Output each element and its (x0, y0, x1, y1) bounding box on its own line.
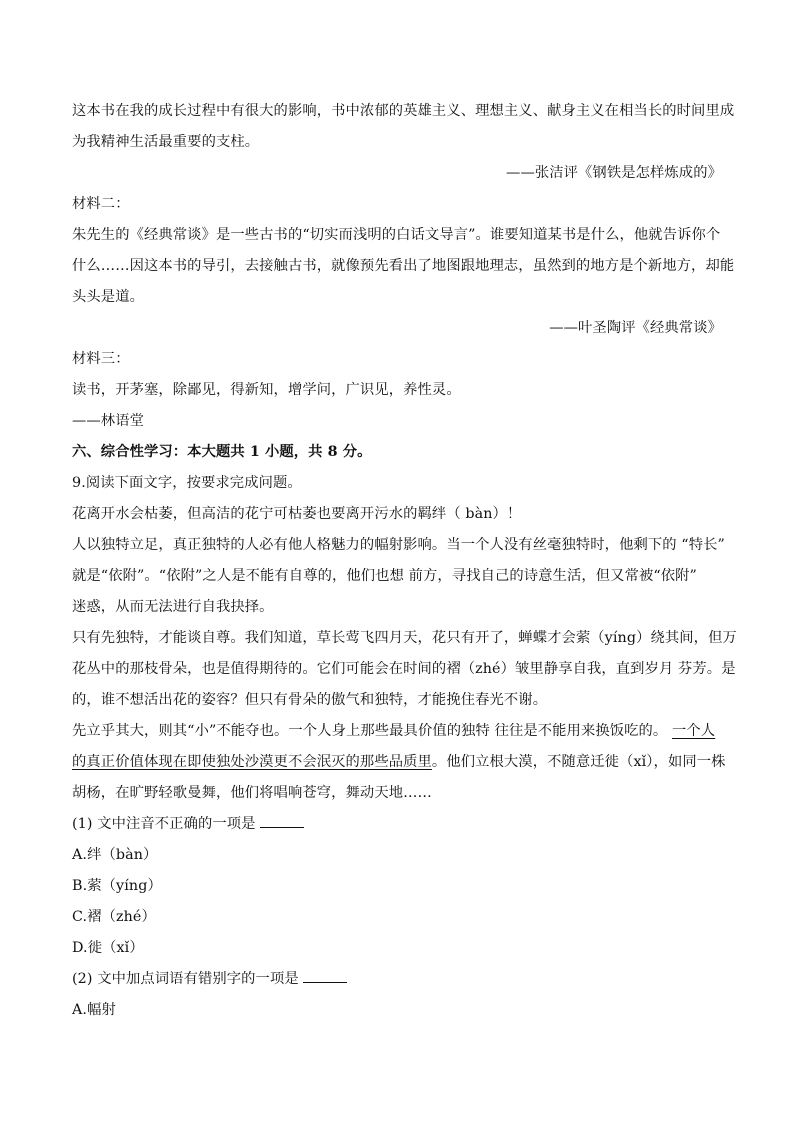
option-a: A.绊（bàn） (72, 847, 158, 863)
answer-blank (303, 970, 347, 983)
option-c: C.褶（zhé） (72, 909, 156, 925)
q9-paragraph3-line3: 的，谁不想活出花的姿容？但只有骨朵的傲气和独特，才能挽住春光不谢。 (72, 692, 548, 708)
underlined-sentence-part1: 一个人 (671, 723, 716, 739)
material1-attribution: ——张洁评《钢铁是怎样炼成的》 (506, 165, 722, 181)
material2-attribution: ——叶圣陶评《经典常谈》 (549, 320, 722, 336)
sub-question-2 (72, 964, 722, 995)
q9-paragraph1: 花离开水会枯萎，但高洁的花宁可枯萎也要离开污水的羁绊（ bàn）！ (72, 506, 522, 522)
sub-question-1-text: (1) 文中注音不正确的一项是 (72, 816, 256, 832)
q9-paragraph3-line2: 花丛中的那枝骨朵，也是值得期待的。它们可能会在时间的褶（zhé）皱里静享自我，直到岁月 芬芳。是 (72, 661, 736, 677)
q9-paragraph4-line2 (72, 747, 726, 778)
q9-paragraph4-line1-text: 先立乎其大，则其“小”不能夺也。一个人身上那些最具价值的独特 往往是不能用来换饭吃的。 (72, 723, 672, 739)
material2-heading: 材料二： (72, 196, 130, 212)
material3-attribution: ——林语堂 (72, 413, 144, 429)
q9-paragraph2-line2: 就是“依附”。“依附”之人是不能有自尊的，他们也想 前方，寻找自己的诗意生活，但又常被“依附” (72, 568, 697, 584)
q9-paragraph4-line1 (72, 716, 722, 747)
material2-line3: 头头是道。 (72, 289, 144, 305)
material1-line1: 这本书在我的成长过程中有很大的影响，书中浓郁的英雄主义、理想主义、献身主义在相当长的时间里成 (72, 103, 735, 119)
underlined-sentence-part2: 的真正价值体现在即使独处沙漠更不会泯灭的那些品质里 (72, 754, 432, 770)
section6-heading: 六、综合性学习：本大题共 1 小题，共 8 分。 (72, 444, 372, 460)
option-b: B.萦（yíng） (72, 878, 162, 894)
sub2-option-a: A.幅射 (72, 1002, 116, 1018)
material2-line2: 什么……因这本书的导引，去接触古书，就像预先看出了地图跟地理志，虽然到的地方是个新地方，却能 (72, 258, 735, 274)
q9-paragraph3-line1: 只有先独特，才能谈自尊。我们知道，草长莺飞四月天，花只有开了，蝉蝶才会萦（yíng）绕其间，但万 (72, 630, 737, 646)
q9-paragraph4-line3: 胡杨，在旷野轻歌曼舞，他们将唱响苍穹，舞动天地…… (72, 785, 432, 801)
sub-question-2-text: (2) 文中加点词语有错别字的一项是 (72, 971, 299, 987)
q9-paragraph2-line3: 迷惑，从而无法进行自我抉择。 (72, 599, 274, 615)
q9-paragraph2-line1: 人以独特立足，真正独特的人必有他人格魅力的幅射影响。当一个人没有丝毫独特时，他剩下的 “特长” (72, 537, 725, 553)
material2-line1: 朱先生的《经典常谈》是一些古书的“切实而浅明的白话文导言”。谁要知道某书是什么，他就告诉你个 (72, 227, 721, 243)
material1-line2: 为我精神生活最重要的支柱。 (72, 134, 260, 150)
q9-paragraph4-line2-text: 。他们立根大漠，不随意迁徙（xǐ），如同一株 (431, 754, 726, 770)
material3-line1: 读书，开茅塞，除鄙见，得新知，增学问，广识见，养性灵。 (72, 382, 461, 398)
answer-blank (260, 815, 304, 828)
material3-heading: 材料三： (72, 351, 130, 367)
sub-question-1 (72, 809, 722, 840)
q9-prompt: 9.阅读下面文字，按要求完成问题。 (72, 475, 302, 491)
option-d: D.徙（xǐ） (72, 940, 144, 956)
document-page (72, 96, 737, 1026)
